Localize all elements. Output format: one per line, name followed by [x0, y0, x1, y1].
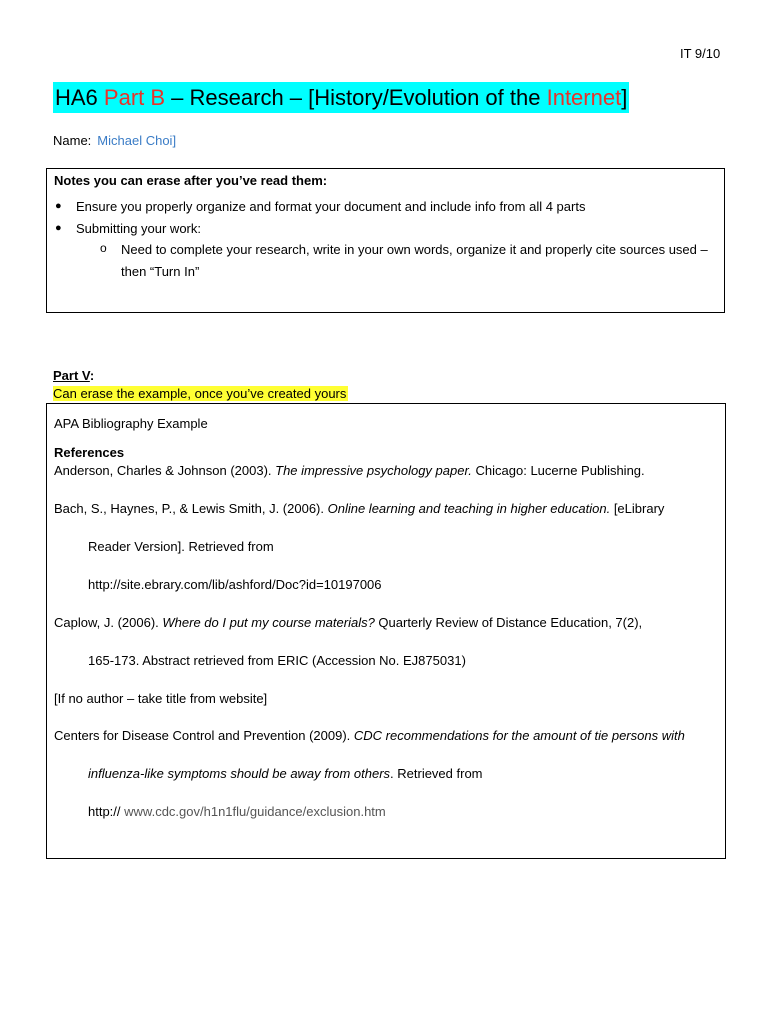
references-heading: References — [54, 445, 125, 460]
part-v-title: Part V — [53, 368, 90, 383]
reference-continuation: 165-173. Abstract retrieved from ERIC (Accession No. EJ875031) — [88, 653, 466, 668]
notes-box — [46, 168, 725, 313]
title-close-bracket: ] — [621, 85, 628, 110]
notes-bullet-text: Submitting your work: — [76, 221, 201, 236]
name-field — [53, 133, 176, 148]
ref-retrieved: . Retrieved from — [390, 766, 483, 781]
url-prefix: http:// — [88, 804, 125, 819]
reference-url: http://site.ebrary.com/lib/ashford/Doc?id=10197006 — [88, 577, 382, 592]
apa-example-title: APA Bibliography Example — [54, 416, 208, 431]
ref-authors: Bach, S., Haynes, P., & Lewis Smith, J. (2006). — [54, 501, 328, 516]
ref-title-continued: influenza-like symptoms should be away from others — [88, 766, 391, 781]
notes-bullet-text: Ensure you properly organize and format your document and include info from all 4 parts — [76, 199, 586, 214]
part-v-colon: : — [89, 368, 95, 383]
reference-entry — [54, 463, 645, 478]
reference-entry — [54, 501, 664, 516]
notes-sub-bullet-text: Need to complete your research, write in your own words, organize it and properly cite sources used – then “Turn In” — [121, 242, 708, 279]
references-box — [46, 403, 726, 859]
name-value[interactable]: Michael Choi] — [97, 133, 177, 148]
reference-entry — [54, 728, 685, 743]
course-label: IT 9/10 — [680, 46, 721, 61]
ref-title: The impressive psychology paper. — [275, 463, 472, 478]
ref-journal: Quarterly Review of Distance Education, 7(2), — [374, 615, 643, 630]
notes-heading: Notes you can erase after you’ve read them: — [54, 173, 328, 188]
bullet-icon: ● — [55, 200, 62, 212]
reference-url — [88, 804, 386, 819]
url-link[interactable]: www.cdc.gov/h1n1flu/guidance/exclusion.htm — [124, 804, 386, 819]
name-label: Name: — [53, 133, 92, 148]
part-v-label — [53, 368, 94, 383]
reference-continuation — [88, 766, 483, 781]
reference-continuation: Reader Version]. Retrieved from — [88, 539, 274, 554]
title-part-b: Part B — [103, 85, 166, 110]
title-part-ha6: HA6 — [55, 85, 104, 110]
ref-publisher: Chicago: Lucerne Publishing. — [471, 463, 645, 478]
ref-title: Online learning and teaching in higher education. — [327, 501, 611, 516]
erase-example-note: Can erase the example, once you’ve created yours — [53, 386, 347, 401]
title-internet: Internet — [546, 85, 622, 110]
ref-title: Where do I put my course materials? — [162, 615, 375, 630]
ref-authors: Anderson, Charles & Johnson (2003). — [54, 463, 276, 478]
ref-title: CDC recommendations for the amount of tie persons with — [353, 728, 685, 743]
ref-authors: Caplow, J. (2006). — [54, 615, 163, 630]
ref-format: [eLibrary — [610, 501, 665, 516]
reference-entry — [54, 615, 642, 630]
no-author-note: [If no author – take title from website] — [54, 691, 268, 706]
bullet-icon: ● — [55, 222, 62, 234]
document-title — [53, 82, 629, 113]
ref-authors: Centers for Disease Control and Prevention (2009). — [54, 728, 354, 743]
sub-bullet-icon: o — [100, 241, 107, 255]
title-research: – Research – [History/Evolution of the — [165, 85, 547, 110]
